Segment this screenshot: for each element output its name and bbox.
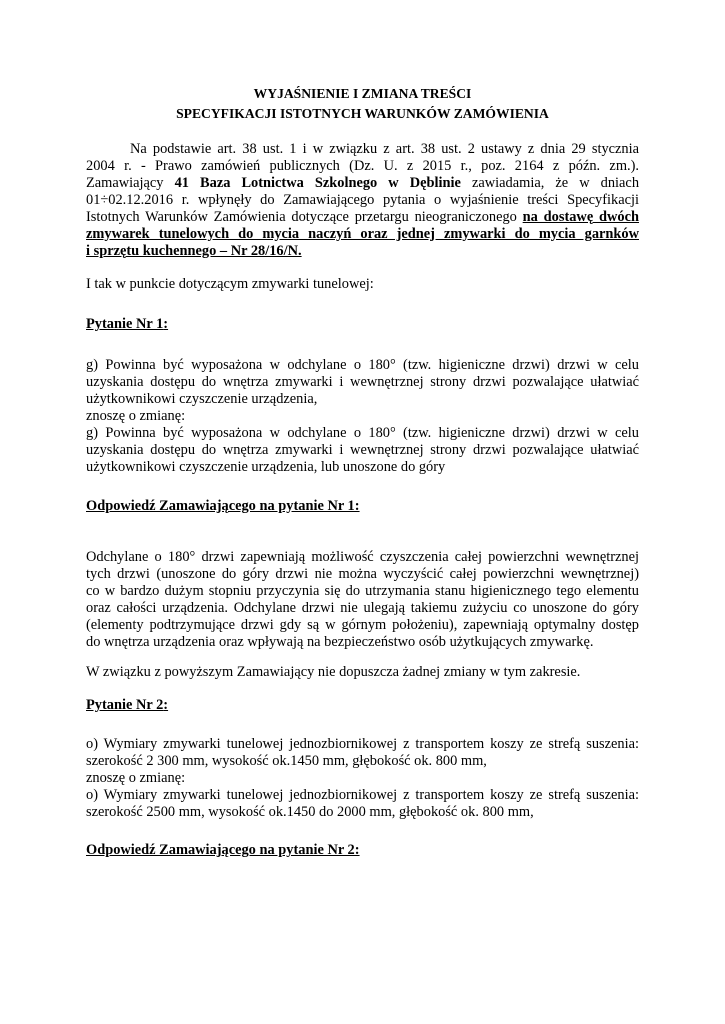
a1-line-3: co w bardzo dużym stopniu przyczynia się do utrzymania stanu higienicznego tego elementu bbox=[86, 582, 639, 599]
intro-paragraph bbox=[86, 141, 639, 260]
intro-line-7 bbox=[86, 243, 639, 260]
a1-line-4: oraz całości urządzenia. Odchylane drzwi nie ulegają takiemu zużyciu co unoszone do góry bbox=[86, 599, 639, 616]
q1-proposed-line-2: uzyskania dostępu do wnętrza zmywarki i wewnętrznej strony drzwi pozwalające ułatwiać bbox=[86, 441, 639, 458]
contracting-authority-name: 41 Baza Lotnictwa Szkolnego w Dęblinie bbox=[174, 175, 461, 191]
answer-2-heading: Odpowiedź Zamawiającego na pytanie Nr 2: bbox=[86, 842, 360, 859]
question-2-body bbox=[86, 736, 639, 821]
q1-original-line-3: użytkownikowi czyszczenie urządzenia, bbox=[86, 390, 318, 407]
question-2-heading: Pytanie Nr 2: bbox=[86, 697, 169, 714]
answer-1-conclusion: W związku z powyższym Zamawiający nie dopuszcza żadnej zmiany w tym zakresie. bbox=[86, 663, 581, 680]
q2-original-line-2: szerokość 2 300 mm, wysokość ok.1450 mm, głębokość ok. 800 mm, bbox=[86, 753, 487, 770]
q1-proposed-line-1: g) Powinna być wyposażona w odchylane o 180° (tzw. higieniczne drzwi) drzwi w celu bbox=[86, 424, 639, 441]
a1-line-2: tych drzwi (unoszone do góry drzwi nie można wyczyścić całej powierzchni wewnętrznej) bbox=[86, 565, 639, 582]
question-1-body bbox=[86, 357, 639, 476]
tender-number: i sprzętu kuchennego – Nr 28/16/N. bbox=[86, 243, 302, 259]
q2-change-request: znoszę o zmianę: bbox=[86, 770, 186, 787]
intro-line-5: Istotnych Warunków Zamówienia dotyczące przetargu nieograniczonego na dostawę dwóch bbox=[86, 209, 639, 225]
a1-line-5: (elementy podtrzymujące drzwi gdy są w górnym położeniu), zapewniają optymalny dostęp bbox=[86, 616, 639, 633]
a1-line-6: do wnętrza urządzenia oraz wpływają na bezpieczeństwo osób użytkujących zmywarkę. bbox=[86, 633, 594, 650]
q1-change-request: znoszę o zmianę: bbox=[86, 407, 186, 424]
answer-1-heading: Odpowiedź Zamawiającego na pytanie Nr 1: bbox=[86, 497, 360, 514]
intro-line-6 bbox=[86, 226, 639, 243]
q1-original-line-2: uzyskania dostępu do wnętrza zmywarki i wewnętrznej strony drzwi pozwalające ułatwiać bbox=[86, 373, 639, 390]
q2-proposed-line-2: szerokość 2500 mm, wysokość ok.1450 do 2000 mm, głębokość ok. 800 mm, bbox=[86, 804, 534, 821]
answer-1-body bbox=[86, 549, 639, 651]
title-line-2: SPECYFIKACJI ISTOTNYCH WARUNKÓW ZAMÓWIENIA bbox=[176, 106, 549, 121]
intro-line-3: Zamawiający 41 Baza Lotnictwa Szkolnego w Dęblinie zawiadamia, że w dniach bbox=[86, 175, 640, 191]
intro-line-2: 2004 r. - Prawo zamówień publicznych (Dz. U. z 2015 r., poz. 2164 z późn. zm.). bbox=[86, 158, 639, 174]
q1-original-line-1: g) Powinna być wyposażona w odchylane o 180° (tzw. higieniczne drzwi) drzwi w celu bbox=[86, 356, 639, 373]
intro-line-4: 01÷02.12.2016 r. wpłynęły do Zamawiającego pytania o wyjaśnienie treści Specyfikacji bbox=[86, 192, 639, 208]
lead-text: I tak w punkcie dotyczącym zmywarki tunelowej: bbox=[86, 276, 374, 292]
question-1-heading: Pytanie Nr 1: bbox=[86, 316, 169, 333]
a1-line-1: Odchylane o 180° drzwi zapewniają możliwość czyszczenia całej powierzchni wewnętrznej bbox=[86, 548, 639, 565]
q1-proposed-line-3: użytkownikowi czyszczenie urządzenia, lub unoszone do góry bbox=[86, 458, 446, 475]
intro-line-1: Na podstawie art. 38 ust. 1 i w związku z art. 38 ust. 2 ustawy z dnia 29 stycznia bbox=[130, 141, 639, 157]
q2-original-line-1: o) Wymiary zmywarki tunelowej jednozbiornikowej z transportem koszy ze strefą suszenia: bbox=[86, 736, 639, 753]
q2-proposed-line-1: o) Wymiary zmywarki tunelowej jednozbiornikowej z transportem koszy ze strefą suszenia: bbox=[86, 787, 639, 804]
tender-subject: zmywarek tunelowych do mycia naczyń oraz jednej zmywarki do mycia garnków bbox=[86, 226, 639, 242]
document-title bbox=[86, 84, 639, 124]
title-line-1: WYJAŚNIENIE I ZMIANA TREŚCI bbox=[253, 86, 472, 101]
document-body bbox=[86, 84, 639, 861]
